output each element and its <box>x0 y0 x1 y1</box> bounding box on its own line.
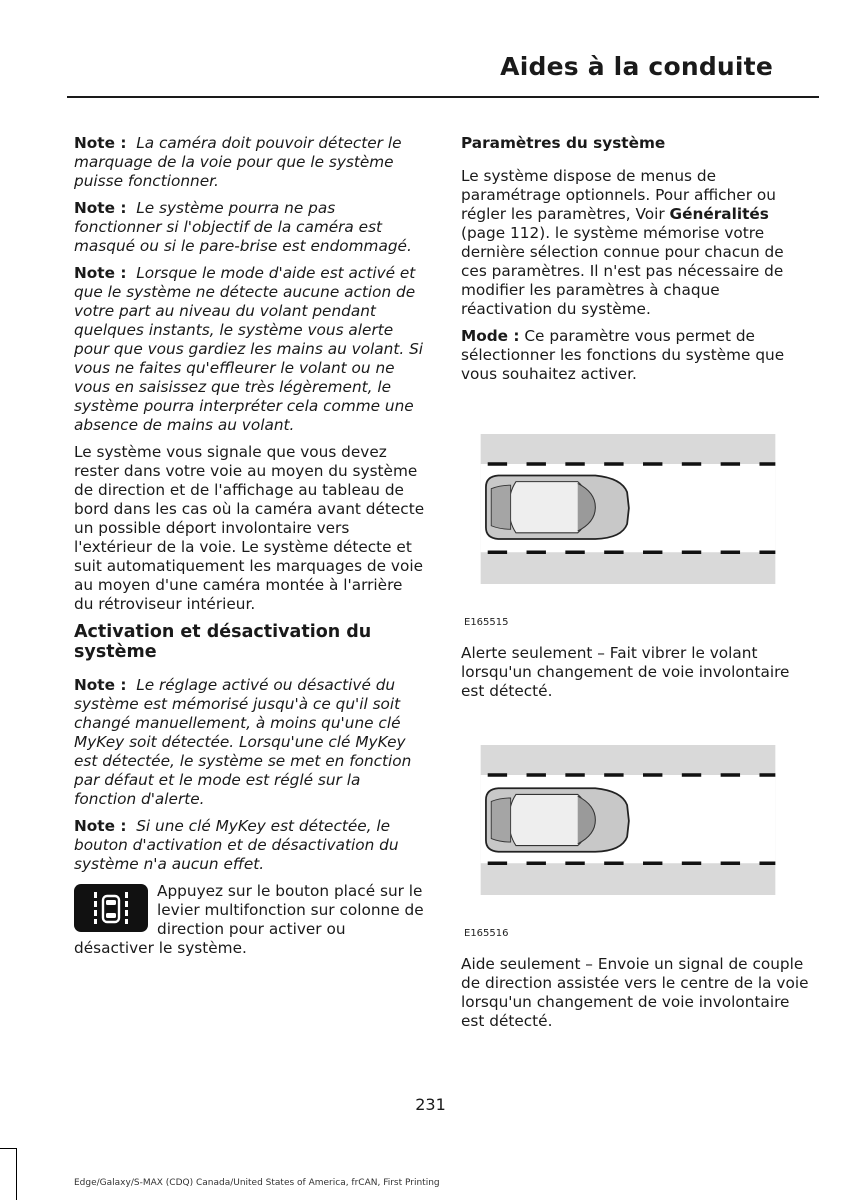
car-icon <box>486 788 629 852</box>
crop-mark <box>0 1148 16 1149</box>
caption-alert-only: Alerte seulement – Fait vibrer le volant lorsqu'un changement de voie involontaire est détecté. <box>461 644 790 700</box>
note-text: Si une clé MyKey est détectée, le bouton d'activation et de désactivation du système n'a aucun effet. <box>74 817 399 873</box>
right-column <box>461 134 813 1039</box>
settings-heading: Paramètres du système <box>461 134 666 152</box>
footer-text: Edge/Galaxy/S-MAX (CDQ) Canada/United States of America, frCAN, First Printing <box>74 1178 440 1188</box>
mode-paragraph <box>461 327 813 384</box>
note-label: Note : <box>74 817 127 835</box>
settings-text-start: Le système dispose de menus de paramétrage optionnels. Pour afficher ou régler les paramètres, Voir <box>461 167 776 223</box>
page-title: Aides à la conduite <box>500 52 773 81</box>
caption-aid-only: Aide seulement – Envoie un signal de couple de direction assistée vers le centre de la voie lorsqu'un changement de voie involontaire est détecté. <box>461 955 809 1030</box>
mode-label: Mode : <box>461 327 520 345</box>
mode-text: Ce paramètre vous permet de sélectionner les fonctions du système que vous souhaitez activer. <box>461 327 785 383</box>
figure-aid-only <box>461 745 795 939</box>
car-icon <box>486 475 629 539</box>
note-text: Le système pourra ne pas fonctionner si l'objectif de la caméra est masqué ou si le pare-brise est endommagé. <box>74 199 412 255</box>
system-description: Le système vous signale que vous devez rester dans votre voie au moyen du système de direction et de l'affichage au tableau de bord dans les cas où la caméra avant détecte un possible déport involontaire vers l'extérieur de la voie. Le système détecte et suit automatiquement les marquages de voie au moyen d'une caméra montée à l'arrière du rétroviseur intérieur. <box>74 443 425 613</box>
figure-code: E165516 <box>464 928 509 939</box>
page-number: 231 <box>415 1095 446 1114</box>
header-divider <box>67 96 819 98</box>
settings-paragraph <box>461 167 813 319</box>
note-mykey <box>74 817 426 874</box>
note-label: Note : <box>74 134 127 152</box>
note-label: Note : <box>74 199 127 217</box>
note-hands-on-wheel <box>74 264 426 435</box>
left-column <box>74 134 426 958</box>
note-label: Note : <box>74 264 127 282</box>
note-camera-lens <box>74 199 426 256</box>
note-text: La caméra doit pouvoir détecter le marquage de la voie pour que le système puisse fonctionner. <box>74 134 402 190</box>
note-label: Note : <box>74 676 127 694</box>
note-text: Le réglage activé ou désactivé du système est mémorisé jusqu'à ce qu'il soit changé manuellement, à moins qu'une clé MyKey soit détectée. Lorsqu'une clé MyKey est détectée, le système se met en fonction par défaut et le mode est réglé sur la fonction d'alerte. <box>74 676 412 808</box>
note-text: Lorsque le mode d'aide est activé et que le système ne détecte aucune action de votre part au niveau du volant pendant quelques instants, le système vous alerte pour que vous gardiez les mains au volant. Si vous ne faites qu'effleurer le volant ou ne vous en saisissez que très légèrement, le système pourra interpréter cela comme une absence de mains au volant. <box>74 264 424 434</box>
lane-aid-illustration <box>461 745 795 895</box>
figure-alert-only <box>461 434 795 628</box>
section-heading-activation: Activation et désactivation du système <box>74 622 372 662</box>
button-instruction-text: Appuyez sur le bouton placé sur le levier multifonction sur colonne de direction pour activer ou désactiver le système. <box>74 882 424 957</box>
note-camera-marking <box>74 134 426 191</box>
crop-mark <box>16 1148 17 1200</box>
lane-alert-illustration <box>461 434 795 584</box>
lane-keeping-button-icon <box>74 884 148 932</box>
settings-text-end: (page 112). le système mémorise votre dernière sélection connue pour chacun de ces paramètres. Il n'est pas nécessaire de modifier les paramètres à chaque réactivation du système. <box>461 224 784 318</box>
button-instruction <box>74 882 426 958</box>
generalites-link[interactable]: Généralités <box>669 205 769 223</box>
note-setting-memorized <box>74 676 426 809</box>
figure-code: E165515 <box>464 617 509 628</box>
